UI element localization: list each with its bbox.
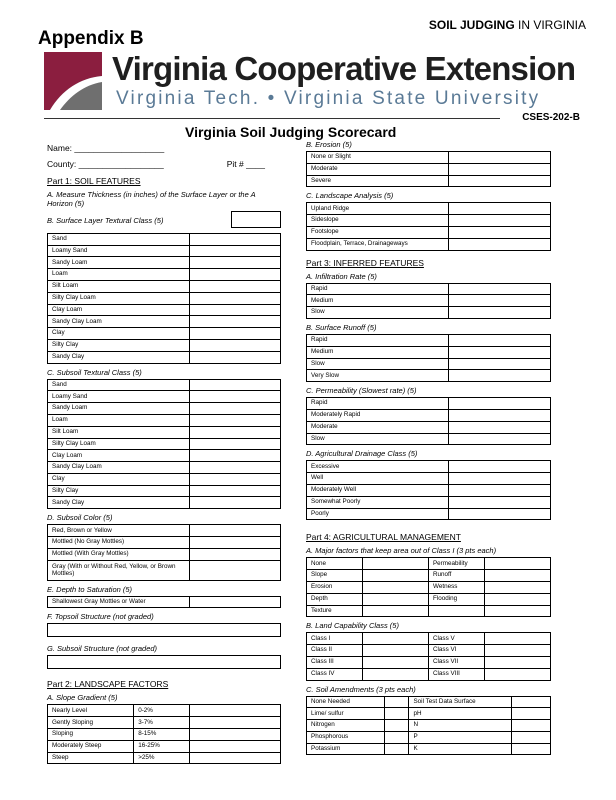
slope-range: 3-7% xyxy=(134,717,190,729)
part3-d-label: D. Agricultural Drainage Class (5) xyxy=(306,449,418,459)
appendix-label: Appendix B xyxy=(38,28,144,49)
table-row xyxy=(48,292,281,304)
answer-cell[interactable] xyxy=(190,450,281,462)
part1-g-label: G. Subsoil Structure (not graded) xyxy=(47,644,158,654)
option-label: Silty Clay Loam xyxy=(48,438,190,450)
answer-cell[interactable] xyxy=(190,391,281,403)
answer-cell[interactable] xyxy=(511,708,550,720)
option-label: Runoff xyxy=(428,570,484,582)
option-label: Flooding xyxy=(428,593,484,605)
option-label xyxy=(428,605,484,617)
answer-cell[interactable] xyxy=(385,720,409,732)
table-row xyxy=(307,645,551,657)
slope-label: Moderately Steep xyxy=(48,740,134,752)
answer-cell[interactable] xyxy=(190,414,281,426)
erosion-table xyxy=(306,151,551,187)
option-label: Well xyxy=(307,473,449,485)
answer-cell[interactable] xyxy=(363,645,429,657)
subsoil-structure-box[interactable] xyxy=(47,655,281,669)
option-label: Slow xyxy=(307,307,449,319)
answer-cell[interactable] xyxy=(511,696,550,708)
option-label: None Needed xyxy=(307,696,385,708)
option-label: P xyxy=(409,731,511,743)
option-label: Class I xyxy=(307,633,363,645)
table-row xyxy=(307,496,551,508)
option-label: Moderately Rapid xyxy=(307,409,449,421)
part2-a-label: A. Slope Gradient (5) xyxy=(47,693,118,703)
answer-cell[interactable] xyxy=(190,705,281,717)
answer-cell[interactable] xyxy=(190,462,281,474)
option-label: Clay xyxy=(48,473,190,485)
option-label: Medium xyxy=(307,346,449,358)
answer-cell[interactable] xyxy=(448,496,550,508)
subsoil-texture-table xyxy=(47,379,281,510)
option-label: Sandy Loam xyxy=(48,403,190,415)
option-label: N xyxy=(409,720,511,732)
table-row xyxy=(48,560,281,580)
answer-cell[interactable] xyxy=(448,398,550,410)
answer-cell[interactable] xyxy=(190,351,281,363)
option-label: Clay xyxy=(48,328,190,340)
option-label: Medium xyxy=(307,295,449,307)
answer-cell[interactable] xyxy=(485,633,551,645)
answer-cell[interactable] xyxy=(448,295,550,307)
capability-table xyxy=(306,632,551,680)
slope-range: 0-2% xyxy=(134,705,190,717)
answer-cell[interactable] xyxy=(190,717,281,729)
table-row xyxy=(307,570,551,582)
answer-cell[interactable] xyxy=(448,433,550,445)
drainage-table xyxy=(306,460,551,520)
table-row xyxy=(307,484,551,496)
option-label: Phosphorous xyxy=(307,731,385,743)
vce-logo-icon xyxy=(44,52,102,110)
option-label: Silty Clay Loam xyxy=(48,292,190,304)
option-label: Loam xyxy=(48,414,190,426)
answer-cell[interactable] xyxy=(190,292,281,304)
table-row xyxy=(307,238,551,250)
option-label: Class V xyxy=(428,633,484,645)
table-row xyxy=(48,497,281,509)
answer-cell[interactable] xyxy=(190,537,281,549)
answer-cell[interactable] xyxy=(190,233,281,245)
subsoil-color-table xyxy=(47,524,281,580)
option-label: Sand xyxy=(48,379,190,391)
answer-cell[interactable] xyxy=(385,731,409,743)
answer-cell[interactable] xyxy=(448,163,550,175)
answer-cell[interactable] xyxy=(448,238,550,250)
header-rule xyxy=(44,118,500,119)
table-row xyxy=(307,370,551,382)
answer-cell[interactable] xyxy=(448,473,550,485)
option-label: Class VIII xyxy=(428,668,484,680)
option-label: Potassium xyxy=(307,743,385,755)
table-row xyxy=(48,351,281,363)
option-label: Clay Loam xyxy=(48,304,190,316)
option-label: Excessive xyxy=(307,461,449,473)
option-label: Poorly xyxy=(307,508,449,520)
option-label: Red, Brown or Yellow xyxy=(48,525,190,537)
table-row xyxy=(307,708,551,720)
answer-cell[interactable] xyxy=(363,633,429,645)
option-label: Depth xyxy=(307,593,363,605)
table-row xyxy=(48,403,281,415)
thickness-answer-box[interactable] xyxy=(231,211,281,228)
table-row xyxy=(48,705,281,717)
table-row xyxy=(307,421,551,433)
table-row xyxy=(48,391,281,403)
table-row xyxy=(307,307,551,319)
option-label: Nitrogen xyxy=(307,720,385,732)
slope-table xyxy=(47,704,281,764)
option-label: Class II xyxy=(307,645,363,657)
answer-cell[interactable] xyxy=(190,473,281,485)
table-row xyxy=(48,304,281,316)
answer-cell[interactable] xyxy=(448,484,550,496)
answer-cell[interactable] xyxy=(363,593,429,605)
surface-texture-table xyxy=(47,233,281,364)
answer-cell[interactable] xyxy=(190,426,281,438)
option-label: Floodplain, Terrace, Drainageways xyxy=(307,238,449,250)
answer-cell[interactable] xyxy=(190,257,281,269)
option-label: Class VI xyxy=(428,645,484,657)
left-column xyxy=(47,140,281,764)
table-row xyxy=(48,233,281,245)
table-row xyxy=(48,450,281,462)
county-pit-row xyxy=(47,159,281,169)
option-label: Slope xyxy=(307,570,363,582)
table-row xyxy=(307,731,551,743)
answer-cell[interactable] xyxy=(448,152,550,164)
table-row xyxy=(307,203,551,215)
table-row xyxy=(48,328,281,340)
option-label: Slow xyxy=(307,358,449,370)
answer-cell[interactable] xyxy=(448,203,550,215)
table-row xyxy=(307,461,551,473)
answer-cell[interactable] xyxy=(363,570,429,582)
part4-a-label: A. Major factors that keep area out of Class I (3 pts each) xyxy=(306,546,497,556)
answer-cell[interactable] xyxy=(448,508,550,520)
answer-cell[interactable] xyxy=(190,497,281,509)
document-code: CSES-202-B xyxy=(522,112,580,123)
answer-cell[interactable] xyxy=(448,283,550,295)
answer-cell[interactable] xyxy=(190,403,281,415)
table-row xyxy=(48,596,281,608)
answer-cell[interactable] xyxy=(190,596,281,608)
answer-cell[interactable] xyxy=(190,485,281,497)
factors-table xyxy=(306,557,551,617)
table-row xyxy=(307,593,551,605)
option-label: Rapid xyxy=(307,398,449,410)
series-title: SOIL JUDGING IN VIRGINIA xyxy=(428,18,586,32)
answer-cell[interactable] xyxy=(448,175,550,187)
table-row xyxy=(307,283,551,295)
option-label: Silt Loam xyxy=(48,280,190,292)
table-row xyxy=(307,175,551,187)
option-label: Loamy Sand xyxy=(48,245,190,257)
option-label: Silty Clay xyxy=(48,339,190,351)
answer-cell[interactable] xyxy=(363,558,429,570)
part3-b-label: B. Surface Runoff (5) xyxy=(306,322,377,332)
table-row xyxy=(307,558,551,570)
option-label: Gray (With or Without Red, Yellow, or Brown Mottles) xyxy=(48,560,190,580)
part2-title: Part 2: LANDSCAPE FACTORS xyxy=(47,679,169,690)
answer-cell[interactable] xyxy=(448,409,550,421)
table-row xyxy=(48,525,281,537)
brand-name: Virginia Cooperative Extension xyxy=(112,50,576,87)
part1-e-label: E. Depth to Saturation (5) xyxy=(47,584,133,594)
answer-cell[interactable] xyxy=(190,525,281,537)
table-row xyxy=(48,485,281,497)
option-label: K xyxy=(409,743,511,755)
landscape-table xyxy=(306,202,551,250)
answer-cell[interactable] xyxy=(190,339,281,351)
table-row xyxy=(307,696,551,708)
saturation-table xyxy=(47,596,281,609)
option-label: None or Slight xyxy=(307,152,449,164)
answer-cell[interactable] xyxy=(190,269,281,281)
table-row xyxy=(48,414,281,426)
table-row xyxy=(48,379,281,391)
option-label: Sand xyxy=(48,233,190,245)
option-label: Sandy Clay xyxy=(48,497,190,509)
option-label: pH xyxy=(409,708,511,720)
table-row xyxy=(307,605,551,617)
county-field[interactable]: County: __________________ xyxy=(47,159,164,169)
answer-cell[interactable] xyxy=(485,581,551,593)
option-label: Moderate xyxy=(307,421,449,433)
option-label: Rapid xyxy=(307,283,449,295)
option-label: Slow xyxy=(307,433,449,445)
option-label: Class IV xyxy=(307,668,363,680)
slope-label: Steep xyxy=(48,752,134,764)
answer-cell[interactable] xyxy=(485,656,551,668)
answer-cell[interactable] xyxy=(448,334,550,346)
answer-cell[interactable] xyxy=(190,752,281,764)
option-label: Lime/ sulfur xyxy=(307,708,385,720)
answer-cell[interactable] xyxy=(448,358,550,370)
option-label: Sandy Clay Loam xyxy=(48,462,190,474)
answer-cell[interactable] xyxy=(511,743,550,755)
answer-cell[interactable] xyxy=(190,304,281,316)
table-row xyxy=(307,633,551,645)
part4-c-label: C. Soil Amendments (3 pts each) xyxy=(306,684,416,694)
table-row xyxy=(48,473,281,485)
option-label: Loam xyxy=(48,269,190,281)
table-row xyxy=(307,226,551,238)
runoff-table xyxy=(306,334,551,382)
part1-f-label: F. Topsoil Structure (not graded) xyxy=(47,612,154,622)
table-row xyxy=(48,438,281,450)
slope-range: 16-25% xyxy=(134,740,190,752)
answer-cell[interactable] xyxy=(485,570,551,582)
table-row xyxy=(307,743,551,755)
part4-title: Part 4: AGRICULTURAL MANAGEMENT xyxy=(306,532,461,543)
option-label: Moderate xyxy=(307,163,449,175)
table-row xyxy=(307,163,551,175)
brand-subtitle: Virginia Tech. • Virginia State University xyxy=(116,88,541,109)
option-label: Texture xyxy=(307,605,363,617)
option-label: Footslope xyxy=(307,226,449,238)
table-row xyxy=(48,280,281,292)
table-row xyxy=(307,334,551,346)
answer-cell[interactable] xyxy=(511,731,550,743)
option-label: Class III xyxy=(307,656,363,668)
part1-d-label: D. Subsoil Color (5) xyxy=(47,513,113,523)
amendments-table xyxy=(306,696,551,756)
permeability-table xyxy=(306,397,551,445)
slope-label: Gently Sloping xyxy=(48,717,134,729)
table-row xyxy=(307,358,551,370)
option-label: Somewhat Poorly xyxy=(307,496,449,508)
answer-cell[interactable] xyxy=(190,245,281,257)
table-row xyxy=(48,339,281,351)
table-row xyxy=(307,581,551,593)
option-label: Clay Loam xyxy=(48,450,190,462)
answer-cell[interactable] xyxy=(448,461,550,473)
slope-range: 8-15% xyxy=(134,729,190,741)
part2-c-label: C. Landscape Analysis (5) xyxy=(306,191,394,201)
answer-cell[interactable] xyxy=(190,560,281,580)
part1-b-row xyxy=(47,211,281,228)
table-row xyxy=(48,316,281,328)
table-row xyxy=(307,473,551,485)
option-label: None xyxy=(307,558,363,570)
slope-label: Nearly Level xyxy=(48,705,134,717)
answer-cell[interactable] xyxy=(190,280,281,292)
answer-cell[interactable] xyxy=(190,379,281,391)
answer-cell[interactable] xyxy=(190,438,281,450)
part1-a-label: A. Measure Thickness (in inches) of the Surface Layer or the A Horizon (5) xyxy=(47,190,256,209)
table-row xyxy=(307,295,551,307)
option-label: Wetness xyxy=(428,581,484,593)
option-label: Severe xyxy=(307,175,449,187)
topsoil-structure-box[interactable] xyxy=(47,623,281,637)
answer-cell[interactable] xyxy=(190,548,281,560)
right-column xyxy=(306,140,551,755)
answer-cell[interactable] xyxy=(485,605,551,617)
option-label: Sandy Loam xyxy=(48,257,190,269)
answer-cell[interactable] xyxy=(448,307,550,319)
option-label: Sandy Clay xyxy=(48,351,190,363)
answer-cell[interactable] xyxy=(385,708,409,720)
part2-b-label: B. Erosion (5) xyxy=(306,140,352,149)
answer-cell[interactable] xyxy=(385,743,409,755)
answer-cell[interactable] xyxy=(190,316,281,328)
table-row xyxy=(307,668,551,680)
option-label: Permeability xyxy=(428,558,484,570)
part3-a-label: A. Infiltration Rate (5) xyxy=(306,271,377,281)
table-row xyxy=(307,508,551,520)
table-row xyxy=(48,269,281,281)
page-title: Virginia Soil Judging Scorecard xyxy=(185,124,397,140)
option-label: Silty Clay xyxy=(48,485,190,497)
answer-cell[interactable] xyxy=(485,593,551,605)
option-label: Rapid xyxy=(307,334,449,346)
table-row xyxy=(48,752,281,764)
part4-b-label: B. Land Capability Class (5) xyxy=(306,621,399,631)
pit-field[interactable]: Pit # ____ xyxy=(226,159,265,169)
part1-c-label: C. Subsoil Textural Class (5) xyxy=(47,367,142,377)
option-label: Sandy Clay Loam xyxy=(48,316,190,328)
answer-cell[interactable] xyxy=(511,720,550,732)
table-row xyxy=(48,740,281,752)
table-row xyxy=(48,426,281,438)
answer-cell[interactable] xyxy=(363,668,429,680)
part3-title: Part 3: INFERRED FEATURES xyxy=(306,257,424,268)
option-label: Loamy Sand xyxy=(48,391,190,403)
answer-cell[interactable] xyxy=(448,346,550,358)
table-row xyxy=(307,215,551,227)
answer-cell[interactable] xyxy=(190,328,281,340)
table-row xyxy=(48,717,281,729)
saturation-label: Shallowest Gray Mottles or Water xyxy=(48,596,190,608)
table-row xyxy=(48,257,281,269)
answer-cell[interactable] xyxy=(385,696,409,708)
answer-cell[interactable] xyxy=(485,558,551,570)
table-row xyxy=(307,433,551,445)
table-row xyxy=(48,548,281,560)
answer-cell[interactable] xyxy=(485,668,551,680)
answer-cell[interactable] xyxy=(485,645,551,657)
answer-cell[interactable] xyxy=(448,226,550,238)
part3-c-label: C. Permeability (Slowest rate) (5) xyxy=(306,386,417,396)
slope-range: >25% xyxy=(134,752,190,764)
name-field[interactable]: Name: ___________________ xyxy=(47,143,165,153)
table-row xyxy=(307,398,551,410)
part1-b-label: B. Surface Layer Textural Class (5) xyxy=(47,215,164,225)
option-label: Class VII xyxy=(428,656,484,668)
table-row xyxy=(307,656,551,668)
option-label: Mottled (No Gray Mottles) xyxy=(48,537,190,549)
answer-cell[interactable] xyxy=(448,421,550,433)
table-row xyxy=(48,245,281,257)
answer-cell[interactable] xyxy=(190,729,281,741)
answer-cell[interactable] xyxy=(190,740,281,752)
slope-label: Sloping xyxy=(48,729,134,741)
table-row xyxy=(307,409,551,421)
part1-title: Part 1: SOIL FEATURES xyxy=(47,176,141,186)
table-row xyxy=(307,346,551,358)
option-label: Upland Ridge xyxy=(307,203,449,215)
table-row xyxy=(48,729,281,741)
table-row xyxy=(48,462,281,474)
table-row xyxy=(307,720,551,732)
option-label: Silt Loam xyxy=(48,426,190,438)
option-label: Erosion xyxy=(307,581,363,593)
answer-cell[interactable] xyxy=(363,581,429,593)
option-label: Sideslope xyxy=(307,215,449,227)
table-row xyxy=(48,537,281,549)
table-row xyxy=(307,152,551,164)
option-label: Mottled (With Gray Mottles) xyxy=(48,548,190,560)
answer-cell[interactable] xyxy=(363,656,429,668)
infiltration-table xyxy=(306,283,551,319)
option-label: Moderately Well xyxy=(307,484,449,496)
answer-cell[interactable] xyxy=(448,370,550,382)
option-label: Soil Test Data Surface xyxy=(409,696,511,708)
option-label: Very Slow xyxy=(307,370,449,382)
answer-cell[interactable] xyxy=(448,215,550,227)
answer-cell[interactable] xyxy=(363,605,429,617)
